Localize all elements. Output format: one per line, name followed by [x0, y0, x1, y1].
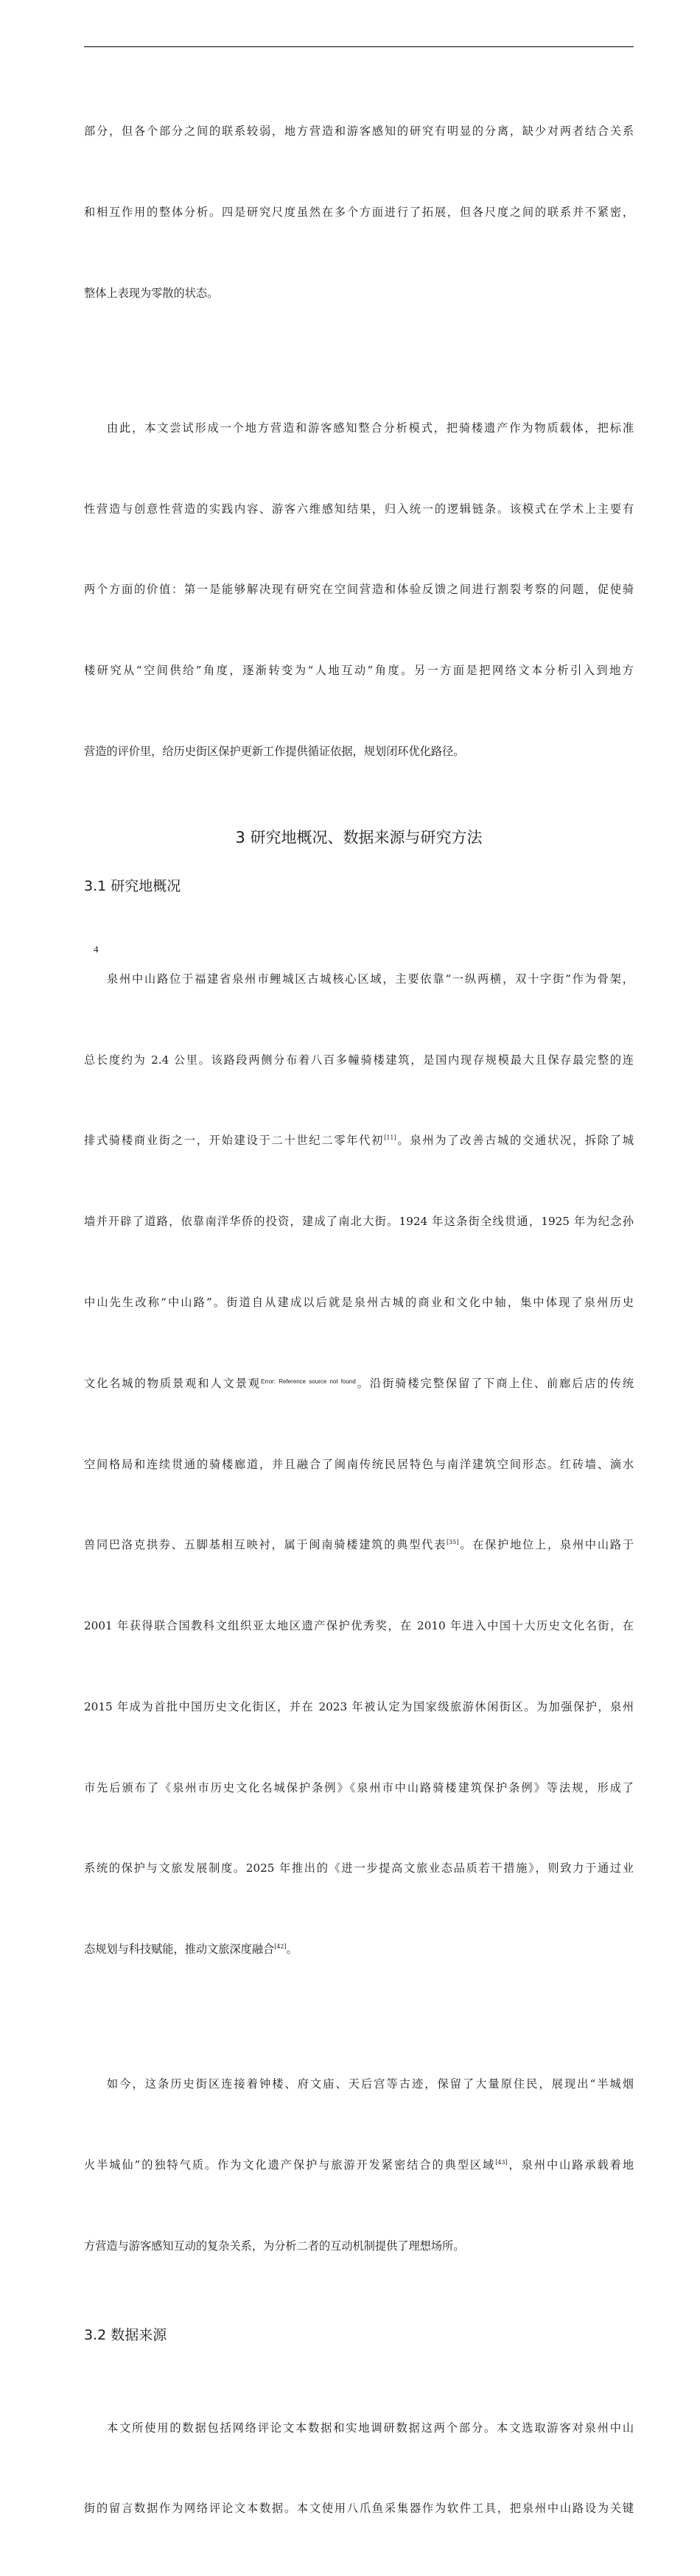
text-line: 整体上表现为零散的状态。 — [84, 280, 634, 307]
intro-paragraph-2 — [84, 361, 634, 819]
text-segment: 。泉州为了改善古城的交通状况，拆除了城 — [396, 1134, 634, 1147]
text-line: 如今，这条历史街区连接着钟楼、府文庙、天后宫等古迹，保留了大量原住民，展现出“半城烟 — [84, 2071, 634, 2098]
text-line: 性营造与创意性营造的实践内容、游客六维感知结果，归入统一的逻辑链条。该模式在学术上主要有 — [84, 496, 634, 523]
text-line: 空间格局和连续贯通的骑楼廊道，并且融合了闽南传统民居特色与南洋建筑空间形态。红砖墙、滴水 — [84, 1451, 634, 1478]
citation-ref: [35] — [447, 1539, 458, 1545]
section-3-1-paragraph-2 — [84, 2017, 634, 2314]
text-line: 楼研究从“空间供给”角度，逐渐转变为“人地互动”角度。另一方面是把网络文本分析引入到地方 — [84, 657, 634, 684]
citation-ref: [42] — [274, 1943, 286, 1950]
text-line: 营造的评价里，给历史街区保护更新工作提供循证依据，规划闭环优化路径。 — [84, 738, 634, 765]
section-3-2-heading: 3.2 数据来源 — [84, 2314, 634, 2361]
text-line: 方营造与游客感知互动的复杂关系，为分析二者的互动机制提供了理想场所。 — [84, 2233, 634, 2260]
section-3-1-heading: 3.1 研究地概况 — [84, 865, 634, 912]
text-line: 总长度约为 2.4 公里。该路段两侧分布着八百多幢骑楼建筑，是国内现存规模最大且保存最完整的连 — [84, 1047, 634, 1074]
text-segment: 兽同巴洛克拱券、五脚基相互映衬，属于闽南骑楼建筑的典型代表 — [84, 1538, 447, 1551]
reference-error: Error: Reference source not found — [261, 1378, 356, 1385]
citation-ref: [43] — [495, 2159, 507, 2166]
text-line: 市先后颁布了《泉州市历史文化名城保护条例》《泉州市中山路骑楼建筑保护条例》等法规，形成了 — [84, 1775, 634, 1802]
text-segment: 。沿街骑楼完整保留了下商上住、前廊后店的传统 — [356, 1377, 634, 1390]
text-line — [84, 1370, 634, 1397]
text-segment: 排式骑楼商业街之一，开始建设于二十世纪二零年代初 — [84, 1134, 384, 1147]
text-line: 和相互作用的整体分析。四是研究尺度虽然在多个方面进行了拓展，但各尺度之间的联系并不紧密， — [84, 199, 634, 226]
text-line: 中山先生改称“中山路”。街道自从建成以后就是泉州古城的商业和文化中轴，集中体现了泉州历史 — [84, 1289, 634, 1316]
text-segment: 文化名城的物质景观和人文景观 — [84, 1377, 261, 1390]
intro-paragraph-1 — [84, 64, 634, 361]
citation-ref: [11] — [384, 1134, 396, 1141]
text-line — [84, 1936, 634, 1963]
text-line: 由此，本文尝试形成一个地方营造和游客感知整合分析模式，把骑楼遗产作为物质载体，把标准 — [84, 415, 634, 442]
text-line: 街的留言数据作为网络评论文本数据。本文使用八爪鱼采集器作为软件工具，把泉州中山路设为关键 — [84, 2495, 634, 2522]
text-segment: 。 — [287, 1942, 298, 1956]
section-3-2-paragraph-1 — [84, 2361, 634, 2576]
text-line — [84, 1127, 634, 1154]
text-line — [84, 2152, 634, 2179]
section-3-1-paragraph-1 — [84, 912, 634, 2017]
text-line: 泉州中山路位于福建省泉州市鲤城区古城核心区域，主要依靠“一纵两横，双十字街”作为骨架， — [84, 966, 634, 993]
text-line: 墙并开辟了道路，依靠南洋华侨的投资，建成了南北大街。1924 年这条街全线贯通，1925 年为纪念孙 — [84, 1208, 634, 1235]
text-line: 部分，但各个部分之间的联系较弱，地方营造和游客感知的研究有明显的分离，缺少对两者结合关系 — [84, 118, 634, 145]
text-line: 2001 年获得联合国教科文组织亚太地区遗产保护优秀奖，在 2010 年进入中国十大历史文化名街，在 — [84, 1612, 634, 1640]
text-segment: 态规划与科技赋能，推动文旅深度融合 — [84, 1942, 274, 1956]
page-number: 4 — [94, 944, 99, 955]
text-segment: 。在保护地位上，泉州中山路于 — [458, 1538, 634, 1551]
text-segment: ，泉州中山路承载着地 — [508, 2158, 634, 2172]
text-line — [84, 1531, 634, 1559]
text-line: 2015 年成为首批中国历史文化街区，并在 2023 年被认定为国家级旅游休闲街区。为加强保护，泉州 — [84, 1694, 634, 1721]
document-page — [84, 64, 634, 2576]
section-3-heading: 3 研究地概况、数据来源与研究方法 — [84, 819, 634, 865]
header-rule — [84, 46, 634, 47]
text-segment: 火半城仙”的独特气质。作为文化遗产保护与旅游开发紧密结合的典型区域 — [84, 2158, 495, 2172]
text-line: 系统的保护与文旅发展制度。2025 年推出的《进一步提高文旅业态品质若干措施》，则致力于通过业 — [84, 1855, 634, 1882]
text-line: 两个方面的价值：第一是能够解决现有研究在空间营造和体验反馈之间进行割裂考察的问题，促使骑 — [84, 576, 634, 603]
text-line: 本文所使用的数据包括网络评论文本数据和实地调研数据这两个部分。本文选取游客对泉州中山 — [84, 2415, 634, 2442]
